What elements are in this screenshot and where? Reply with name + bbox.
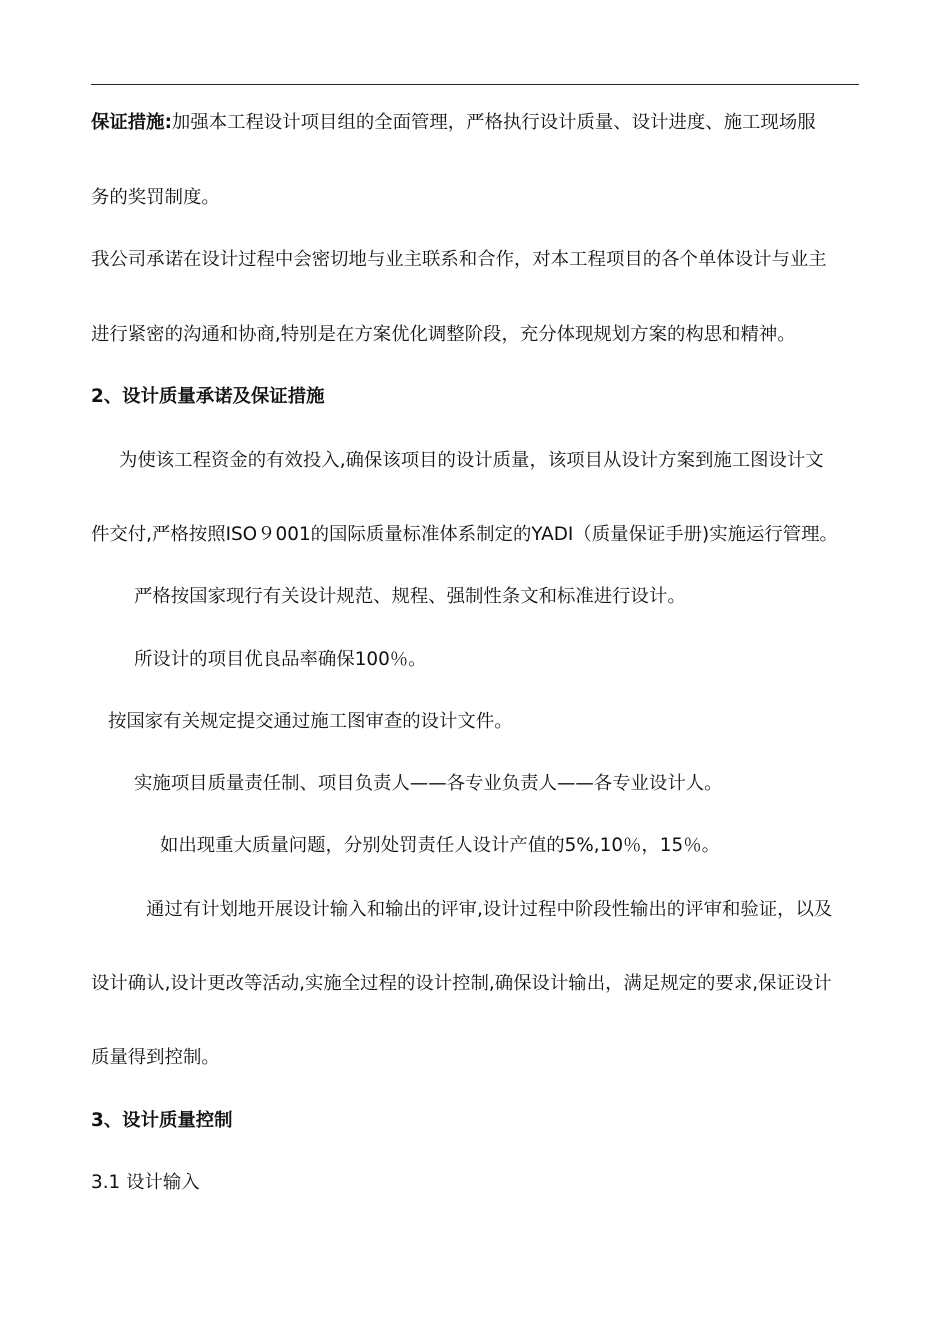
paragraph-commitment-line2: 进行紧密的沟通和协商,特别是在方案优化调整阶段，充分体现规划方案的构思和精神。	[91, 324, 796, 345]
section-heading-2: 2、设计质量承诺及保证措施	[91, 386, 325, 407]
header-rule	[91, 84, 859, 85]
item-excellence-rate: 所设计的项目优良品率确保100％。	[134, 649, 427, 670]
item-responsibility: 实施项目质量责任制、项目负责人——各专业负责人——各专业设计人。	[134, 773, 723, 794]
item-standards: 严格按国家现行有关设计规范、规程、强制性条文和标准进行设计。	[134, 586, 686, 607]
section-heading-3: 3、设计质量控制	[91, 1110, 233, 1131]
paragraph-review-line3: 质量得到控制。	[91, 1047, 220, 1068]
paragraph-quality-line1: 为使该工程资金的有效投入,确保该项目的设计质量，该项目从设计方案到施工图设计文	[119, 450, 824, 471]
subsection-heading-3-1: 3.1 设计输入	[91, 1172, 200, 1193]
guarantee-text: 加强本工程设计项目组的全面管理，严格执行设计质量、设计进度、施工现场服	[171, 112, 816, 133]
paragraph-guarantee-line1	[91, 110, 816, 136]
guarantee-label: 保证措施:	[91, 112, 172, 133]
paragraph-quality-line2: 件交付,严格按照ISO９001的国际质量标准体系制定的YADⅠ（质量保证手册)实施运行管理。	[91, 524, 838, 545]
paragraph-guarantee-line2: 务的奖罚制度。	[91, 187, 220, 208]
item-review-submission: 按国家有关规定提交通过施工图审查的设计文件。	[108, 711, 513, 732]
paragraph-review-line2: 设计确认,设计更改等活动,实施全过程的设计控制,确保设计输出，满足规定的要求,保证设计	[91, 973, 832, 994]
item-penalty: 如出现重大质量问题，分别处罚责任人设计产值的5%,10％，15％。	[160, 835, 720, 856]
paragraph-review-line1: 通过有计划地开展设计输入和输出的评审,设计过程中阶段性输出的评审和验证，以及	[146, 899, 833, 920]
paragraph-commitment-line1: 我公司承诺在设计过程中会密切地与业主联系和合作，对本工程项目的各个单体设计与业主	[91, 249, 827, 270]
